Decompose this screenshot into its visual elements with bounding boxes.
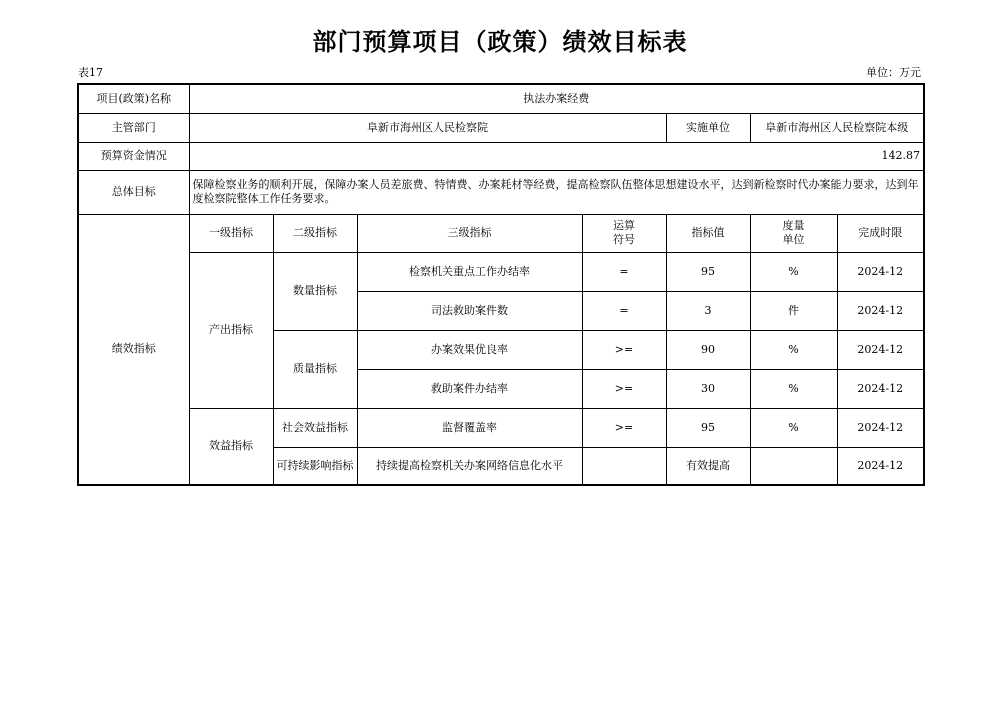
- indicator-value: 90: [666, 330, 750, 369]
- indicator-deadline: 2024-12: [837, 447, 924, 485]
- unit-label: 单位：万元: [866, 66, 921, 79]
- dept-label: 主管部门: [78, 113, 189, 142]
- indicator-unit: %: [750, 369, 837, 408]
- impl-unit-label: 实施单位: [666, 113, 750, 142]
- indicator-unit: 件: [750, 291, 837, 330]
- header-level2: 二级指标: [273, 214, 357, 252]
- dept-value: 阜新市海州区人民检察院: [189, 113, 666, 142]
- indicator-name: 救助案件办结率: [357, 369, 582, 408]
- project-name-label: 项目(政策)名称: [78, 84, 189, 113]
- goal-row: [78, 170, 924, 214]
- indicator-name: 持续提高检察机关办案网络信息化水平: [357, 447, 582, 485]
- indicator-value: 3: [666, 291, 750, 330]
- indicator-name: 监督覆盖率: [357, 408, 582, 447]
- perf-header-row: [78, 214, 924, 252]
- level2-social: 社会效益指标: [273, 408, 357, 447]
- indicator-operator: [582, 447, 666, 485]
- indicator-operator: =: [582, 291, 666, 330]
- indicator-deadline: 2024-12: [837, 330, 924, 369]
- header-level3: 三级指标: [357, 214, 582, 252]
- project-row: [78, 84, 924, 113]
- table-row: [78, 252, 924, 291]
- budget-row: [78, 142, 924, 170]
- indicator-deadline: 2024-12: [837, 252, 924, 291]
- level1-output: 产出指标: [189, 252, 273, 408]
- indicator-deadline: 2024-12: [837, 408, 924, 447]
- indicator-name: 检察机关重点工作办结率: [357, 252, 582, 291]
- indicator-deadline: 2024-12: [837, 369, 924, 408]
- budget-value: 142.87: [189, 142, 924, 170]
- header-unit: 度量 单位: [750, 214, 837, 252]
- header-deadline: 完成时限: [837, 214, 924, 252]
- indicator-name: 司法救助案件数: [357, 291, 582, 330]
- indicator-operator: =: [582, 252, 666, 291]
- indicator-name: 办案效果优良率: [357, 330, 582, 369]
- indicator-unit: %: [750, 408, 837, 447]
- level2-quantity: 数量指标: [273, 252, 357, 330]
- dept-row: [78, 113, 924, 142]
- indicator-operator: >=: [582, 408, 666, 447]
- level2-quality: 质量指标: [273, 330, 357, 408]
- indicator-value: 95: [666, 408, 750, 447]
- table-number: 表17: [78, 66, 103, 79]
- indicator-operator: >=: [582, 330, 666, 369]
- indicator-unit: [750, 447, 837, 485]
- goal-value: 保障检察业务的顺利开展，保障办案人员差旅费、特情费、办案耗材等经费，提高检察队伍整体思想建设水平，达到新检察时代办案能力要求，达到年度检察院整体工作任务要求。: [189, 170, 924, 214]
- indicator-value: 95: [666, 252, 750, 291]
- budget-label: 预算资金情况: [78, 142, 189, 170]
- indicator-unit: %: [750, 330, 837, 369]
- indicator-value: 30: [666, 369, 750, 408]
- table-row: [78, 408, 924, 447]
- project-name-value: 执法办案经费: [189, 84, 924, 113]
- impl-unit-value: 阜新市海州区人民检察院本级: [750, 113, 924, 142]
- header-operator: 运算 符号: [582, 214, 666, 252]
- level1-benefit: 效益指标: [189, 408, 273, 485]
- performance-table: [77, 83, 925, 486]
- indicator-value: 有效提高: [666, 447, 750, 485]
- goal-label: 总体目标: [78, 170, 189, 214]
- indicator-deadline: 2024-12: [837, 291, 924, 330]
- indicator-unit: %: [750, 252, 837, 291]
- header-value: 指标值: [666, 214, 750, 252]
- page-title: 部门预算项目（政策）绩效目标表: [312, 28, 688, 56]
- indicator-operator: >=: [582, 369, 666, 408]
- perf-label: 绩效指标: [78, 214, 189, 485]
- level2-sustain: 可持续影响指标: [273, 447, 357, 485]
- header-level1: 一级指标: [189, 214, 273, 252]
